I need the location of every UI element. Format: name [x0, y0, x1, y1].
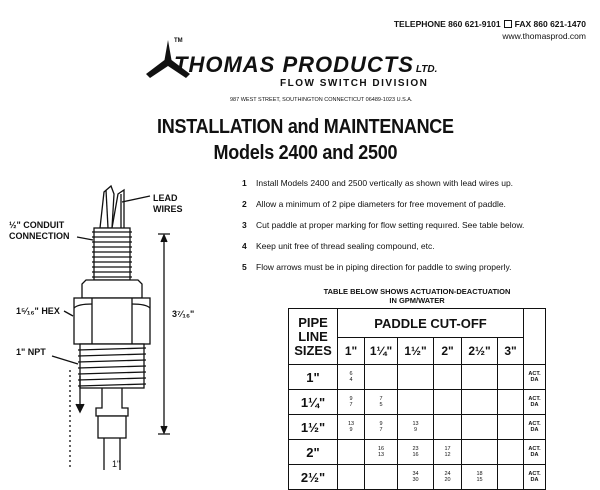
- pipe-header-line: LINE: [298, 328, 328, 344]
- step-text: Allow a minimum of 2 pipe diameters for free movement of paddle.: [256, 199, 506, 209]
- division-name: FLOW SWITCH DIVISION: [280, 78, 429, 89]
- act-value: 7: [379, 395, 383, 402]
- da-value: 7: [379, 427, 383, 433]
- da-value: 12: [444, 452, 451, 458]
- gpm-cell: [434, 415, 462, 440]
- npt-size-label: 1" NPT: [16, 347, 46, 357]
- act-value: 13: [347, 420, 355, 427]
- table-row: [289, 365, 546, 390]
- da-value: 9: [413, 427, 418, 433]
- hex-size-label: 1⁵⁄₁₆" HEX: [16, 306, 60, 316]
- act-value: 17: [444, 445, 451, 452]
- gpm-cell: [365, 415, 398, 440]
- telephone-number: TELEPHONE 860 621-9101: [393, 19, 501, 29]
- company-address: 987 WEST STREET, SOUTHINGTON CONNECTICUT 06489-1023 U.S.A.: [230, 97, 413, 103]
- act-value: 23: [412, 445, 419, 452]
- step-text: Install Models 2400 and 2500 vertically as shown with lead wires up.: [256, 178, 514, 188]
- paddle-cutoff-header: PADDLE CUT-OFF: [338, 309, 524, 338]
- contact-line: [394, 18, 586, 30]
- act-label: ACT.: [528, 470, 541, 477]
- gpm-cell: [498, 365, 524, 390]
- act-da-header: [524, 309, 546, 365]
- instruction-step: [242, 220, 524, 241]
- da-value: 30: [412, 477, 419, 483]
- da-label: DA: [530, 452, 539, 458]
- document-title: INSTALLATION and MAINTENANCE: [157, 116, 454, 138]
- pipe-header-line: PIPE: [298, 314, 328, 330]
- npt-threads-illustration: [78, 344, 146, 388]
- gpm-cell: [398, 465, 434, 490]
- table-row: [289, 440, 546, 465]
- gpm-cell: [498, 415, 524, 440]
- table-row: [289, 390, 546, 415]
- height-dimension-label: 3⁷⁄₁₆": [172, 309, 195, 319]
- lead-wires-label: [153, 193, 183, 215]
- gpm-cell: [365, 465, 398, 490]
- conduit-threads-illustration: [92, 228, 132, 280]
- act-label: ACT.: [528, 445, 541, 452]
- lead-wires-label-line: LEAD: [153, 193, 178, 203]
- gpm-cell: [434, 390, 462, 415]
- da-value: 9: [349, 427, 353, 433]
- fax-number: FAX 860 621-1470: [514, 19, 586, 29]
- table-caption-line: IN GPM/WATER: [389, 296, 445, 305]
- gpm-cell: [398, 415, 434, 440]
- gpm-cell: [338, 415, 365, 440]
- lead-wires-illustration: [100, 186, 124, 228]
- gpm-cell: [398, 365, 434, 390]
- instruction-step: [242, 262, 524, 283]
- paddle-size-header: 1¼": [365, 338, 398, 365]
- instruction-step: [242, 178, 524, 199]
- paddle-size-header: 2": [434, 338, 462, 365]
- da-label: DA: [530, 402, 539, 408]
- act-value: 34: [412, 470, 419, 477]
- da-value: 13: [377, 452, 385, 458]
- paddle-size-header: 1½": [398, 338, 434, 365]
- instruction-step: [242, 241, 524, 262]
- step-text: Flow arrows must be in piping direction for paddle to swing properly.: [256, 262, 512, 272]
- act-label: ACT.: [528, 395, 541, 402]
- act-value: 9: [349, 395, 353, 402]
- gpm-cell: [434, 365, 462, 390]
- paddle-illustration: [96, 388, 128, 470]
- gpm-cell: [462, 465, 498, 490]
- paddle-cutoff-table: [288, 308, 546, 490]
- lead-wires-label-line: WIRES: [153, 204, 183, 214]
- pipe-size-cell: 1½": [289, 415, 338, 440]
- paddle-size-header: 1": [338, 338, 365, 365]
- step-number: 1: [242, 178, 247, 188]
- table-caption: [282, 287, 552, 305]
- gpm-cell: [462, 365, 498, 390]
- gpm-cell: [365, 440, 398, 465]
- contact-info: [394, 18, 586, 42]
- gpm-cell: [462, 440, 498, 465]
- gpm-cell: [338, 365, 365, 390]
- gpm-cell: [398, 390, 434, 415]
- gpm-cell: [434, 465, 462, 490]
- conduit-label-line: CONNECTION: [9, 231, 70, 241]
- gpm-cell: [498, 440, 524, 465]
- website-url: www.thomasprod.com: [502, 31, 586, 41]
- da-value: 16: [412, 452, 419, 458]
- da-label: DA: [530, 477, 539, 483]
- da-label: DA: [530, 377, 539, 383]
- step-number: 2: [242, 199, 247, 209]
- company-logo: [146, 40, 446, 110]
- brand-name: [174, 52, 437, 78]
- table-row: [289, 465, 546, 490]
- pipe-line-sizes-header: [289, 309, 338, 365]
- paddle-size-header: 2½": [462, 338, 498, 365]
- conduit-label-line: ½" CONDUIT: [9, 220, 65, 230]
- da-value: 4: [349, 377, 353, 383]
- gpm-cell: [434, 440, 462, 465]
- bottom-dimension-label: 1": [112, 459, 121, 469]
- act-value: 16: [377, 445, 385, 452]
- step-text: Cut paddle at proper marking for flow setting requıred. See table below.: [256, 220, 525, 230]
- step-number: 5: [242, 262, 247, 272]
- gpm-cell: [498, 390, 524, 415]
- act-value: 18: [476, 470, 483, 477]
- trademark-mark: TM: [174, 38, 183, 44]
- act-da-cell: [524, 415, 546, 440]
- gpm-cell: [462, 390, 498, 415]
- act-label: ACT.: [528, 420, 541, 427]
- step-number: 4: [242, 241, 247, 251]
- table-caption-line: TABLE BELOW SHOWS ACTUATION-DEACTUATION: [323, 287, 511, 296]
- act-label: ACT.: [528, 370, 541, 377]
- pipe-size-cell: 1¼": [289, 390, 338, 415]
- document-subtitle: Models 2400 and 2500: [213, 142, 398, 164]
- height-dimension-line: [158, 234, 170, 434]
- act-value: 13: [412, 420, 419, 427]
- table-row: [289, 415, 546, 440]
- da-value: 7: [349, 402, 353, 408]
- pipe-size-cell: 1": [289, 365, 338, 390]
- checkbox-glyph: [504, 20, 512, 28]
- conduit-connection-label: [9, 220, 70, 242]
- act-da-cell: [524, 365, 546, 390]
- da-label: DA: [530, 427, 539, 433]
- brand-text: THOMAS PRODUCTS: [174, 52, 414, 77]
- gpm-cell: [365, 365, 398, 390]
- da-value: 15: [476, 477, 483, 483]
- brand-ltd: LTD.: [415, 64, 438, 75]
- da-value: 20: [444, 477, 451, 483]
- pipe-size-cell: 2½": [289, 465, 338, 490]
- gpm-cell: [338, 465, 365, 490]
- da-value: 5: [379, 402, 383, 408]
- gpm-cell: [398, 440, 434, 465]
- gpm-cell: [338, 390, 365, 415]
- pipe-header-line: SIZES: [294, 342, 332, 358]
- paddle-size-header: 3": [498, 338, 524, 365]
- act-da-cell: [524, 390, 546, 415]
- gpm-cell: [365, 390, 398, 415]
- gpm-cell: [462, 415, 498, 440]
- instruction-step: [242, 199, 524, 220]
- act-value: 6: [349, 370, 353, 377]
- gpm-cell: [338, 440, 365, 465]
- instruction-list: [242, 178, 524, 283]
- act-value: 9: [379, 420, 383, 427]
- gpm-cell: [498, 465, 524, 490]
- step-number: 3: [242, 220, 247, 230]
- step-text: Keep unit free of thread sealing compound, etc.: [256, 241, 435, 251]
- pipe-size-cell: 2": [289, 440, 338, 465]
- act-value: 24: [444, 470, 451, 477]
- act-da-cell: [524, 465, 546, 490]
- hex-body-illustration: [74, 298, 150, 344]
- table-header-row: [289, 309, 546, 338]
- act-da-cell: [524, 440, 546, 465]
